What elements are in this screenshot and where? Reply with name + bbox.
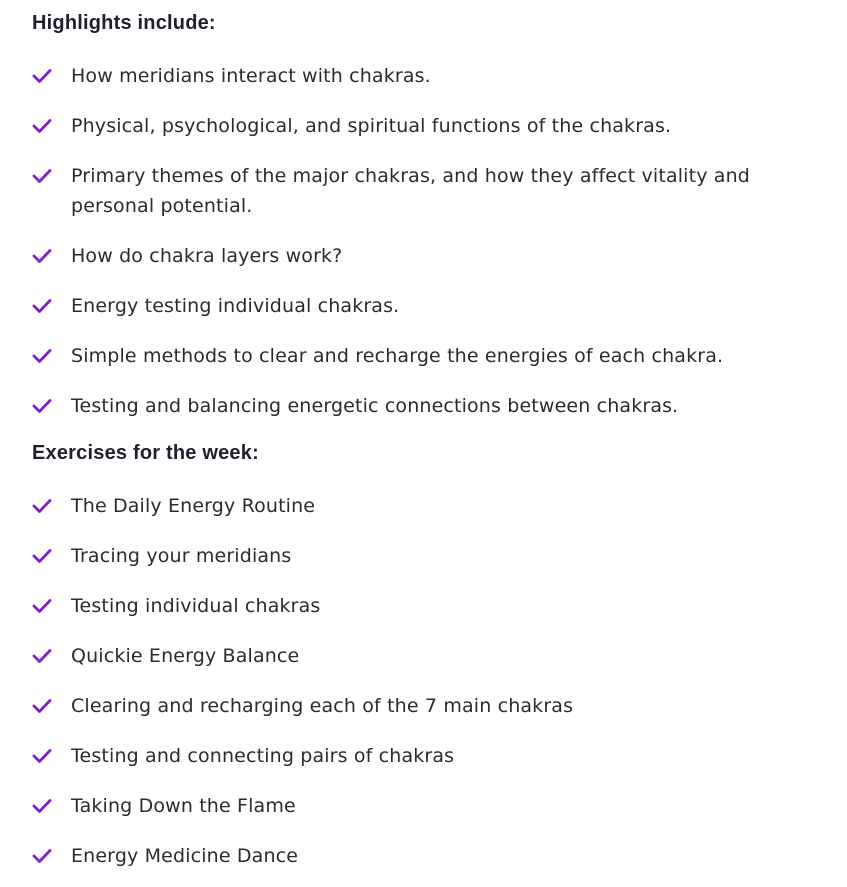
list-item-text: Testing and balancing energetic connections between chakras. [71, 395, 679, 417]
check-icon [32, 498, 52, 514]
list-item-text: Simple methods to clear and recharge the energies of each chakra. [71, 345, 724, 367]
check-icon [32, 168, 52, 184]
list-item-text: How meridians interact with chakras. [71, 65, 431, 87]
highlights-heading: Highlights include: [32, 12, 216, 34]
list-item-text: Energy Medicine Dance [71, 845, 299, 867]
list-item-text: How do chakra layers work? [71, 245, 343, 267]
check-icon [32, 798, 52, 814]
exercises-heading: Exercises for the week: [32, 442, 259, 464]
check-icon [32, 548, 52, 564]
list-item-text: Energy testing individual chakras. [71, 295, 400, 317]
list-item-text: Testing individual chakras [71, 595, 321, 617]
list-item-text: Physical, psychological, and spiritual functions of the chakras. [71, 115, 672, 137]
list-item-text: Quickie Energy Balance [71, 645, 300, 667]
check-icon [32, 748, 52, 764]
check-icon [32, 68, 52, 84]
check-icon [32, 848, 52, 864]
check-icon [32, 398, 52, 414]
check-icon [32, 298, 52, 314]
list-item-text: Testing and connecting pairs of chakras [71, 745, 455, 767]
check-icon [32, 248, 52, 264]
list-item-text: The Daily Energy Routine [71, 495, 316, 517]
check-icon [32, 118, 52, 134]
check-icon [32, 648, 52, 664]
list-item-text: Taking Down the Flame [71, 795, 296, 817]
check-icon [32, 598, 52, 614]
check-icon [32, 698, 52, 714]
list-item-text: Primary themes of the major chakras, and how they affect vitality and personal potential. [71, 165, 750, 217]
check-icon [32, 348, 52, 364]
list-item-text: Clearing and recharging each of the 7 main chakras [71, 695, 574, 717]
list-item-text: Tracing your meridians [71, 545, 292, 567]
